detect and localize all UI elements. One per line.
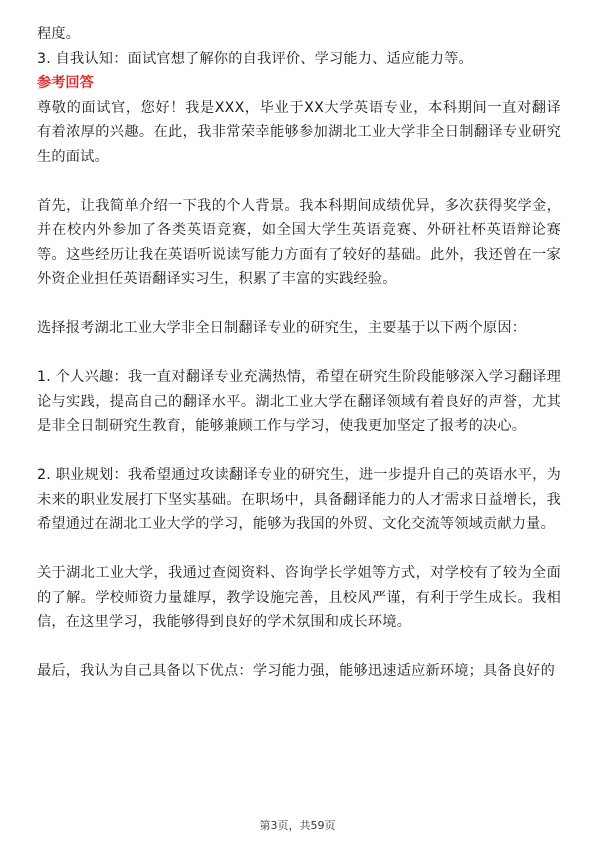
paragraph-reason-career: 2. 职业规划：我希望通过攻读翻译专业的研究生，进一步提升自己的英语水平，为未来的职业发展打下坚实基础。在职场中，具备翻译能力的人才需求日益增长，我希望通过在湖北工业大学的学习，能够为我国的外贸、文化交流等领域贡献力量。 — [37, 467, 561, 532]
paragraph-reasons-intro: 选择报考湖北工业大学非全日制翻译专业的研究生，主要基于以下两个原因： — [37, 320, 527, 336]
paragraph-continuation: 程度。 — [37, 26, 81, 42]
paragraph-about-university: 关于湖北工业大学，我通过查阅资料、咨询学长学姐等方式，对学校有了较为全面的了解。学校师资力量雄厚，教学设施完善，且校风严谨，有利于学生成长。我相信，在这里学习，我能够得到良好的学术氛围和成长环境。 — [37, 565, 561, 630]
paragraph-reason-interest: 1. 个人兴趣：我一直对翻译专业充满热情，希望在研究生阶段能够深入学习翻译理论与实践，提高自己的翻译水平。湖北工业大学在翻译领域有着良好的声誉，尤其是非全日制研究生教育，能够兼顾工作与学习，使我更加坚定了报考的决心。 — [37, 369, 561, 434]
paragraph-strengths: 最后，我认为自己具备以下优点：学习能力强，能够迅速适应新环境；具备良好的 — [37, 663, 555, 679]
page-number-footer: 第3页，共59页 — [259, 819, 336, 832]
paragraph-self-awareness: 3. 自我认知：面试官想了解你的自我评价、学习能力、适应能力等。 — [37, 50, 473, 67]
paragraph-background: 首先，让我简单介绍一下我的个人背景。我本科期间成绩优异，多次获得奖学金，并在校内外参加了各类英语竞赛，如全国大学生英语竞赛、外研社杯英语辩论赛等。这些经历让我在英语听说读写能力方面有了较好的基础。此外，我还曾在一家外资企业担任英语翻译实习生，积累了丰富的实践经验。 — [37, 197, 561, 287]
reference-answer-heading: 参考回答 — [37, 75, 94, 91]
paragraph-greeting: 尊敬的面试官，您好！我是XXX，毕业于XX大学英语专业，本科期间一直对翻译有着浓厚的兴趣。在此，我非常荣幸能够参加湖北工业大学非全日制翻译专业研究生的面试。 — [37, 99, 561, 165]
document-body — [37, 22, 561, 684]
